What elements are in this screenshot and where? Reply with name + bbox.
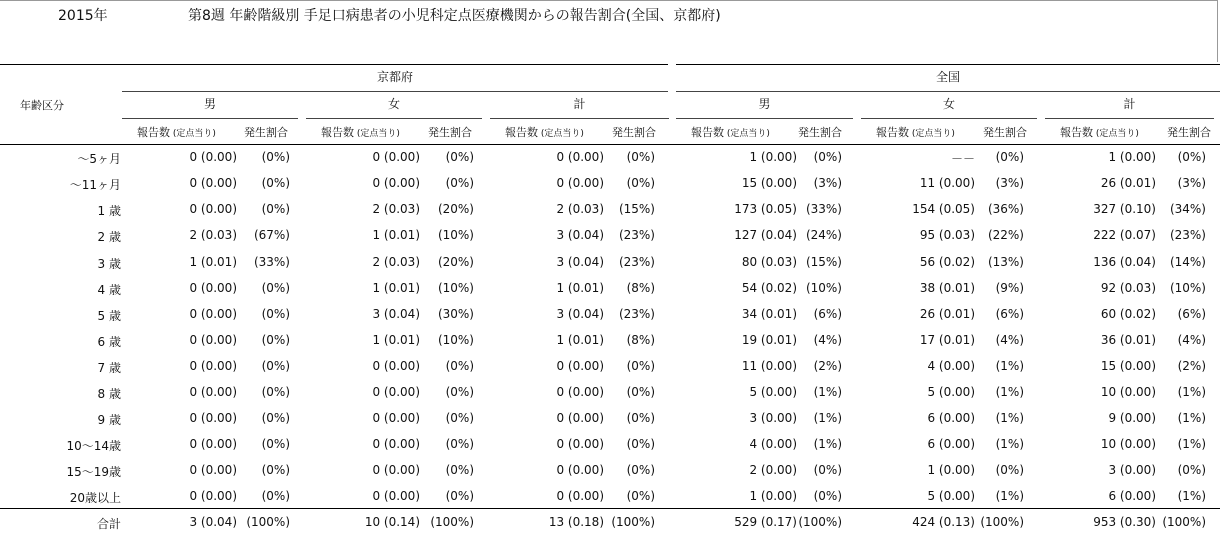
report-year: 2015年 bbox=[58, 8, 108, 24]
rule-region-left bbox=[122, 91, 668, 92]
rule-region-right bbox=[676, 91, 1220, 92]
rule-sex-4 bbox=[861, 118, 1037, 119]
table-row-count: 222 (0.07) bbox=[1093, 228, 1156, 242]
table-row-count: 0 (0.00) bbox=[556, 150, 604, 164]
region-national: 全国 bbox=[935, 70, 960, 84]
table-row-rate: (6%) bbox=[1177, 307, 1206, 321]
table-row-age-label: 7 歳 bbox=[97, 361, 121, 375]
table-row-count: 0 (0.00) bbox=[372, 150, 420, 164]
table-row-count: 15 (0.00) bbox=[1100, 359, 1156, 373]
table-row-rate: (2%) bbox=[813, 359, 842, 373]
total-row-rate: (100%) bbox=[611, 515, 655, 529]
table-row-rate: (1%) bbox=[1177, 411, 1206, 425]
table-row-rate: (0%) bbox=[626, 176, 655, 190]
table-row-count: 11 (0.00) bbox=[741, 359, 797, 373]
table-row-rate: (30%) bbox=[437, 307, 474, 321]
table-row-rate: (4%) bbox=[995, 333, 1024, 347]
table-row-rate: (1%) bbox=[1177, 385, 1206, 399]
table-row-count: 0 (0.00) bbox=[372, 385, 420, 399]
table-row-count: 0 (0.00) bbox=[189, 281, 237, 295]
table-row-count: 0 (0.00) bbox=[556, 437, 604, 451]
table-row-rate: (0%) bbox=[813, 150, 842, 164]
table-row-rate: (20%) bbox=[437, 255, 474, 269]
table-row-rate: (9%) bbox=[995, 281, 1024, 295]
table-row-age-label: 20歳以上 bbox=[69, 491, 121, 505]
table-row-count: 0 (0.00) bbox=[189, 333, 237, 347]
table-row-age-label: 2 歳 bbox=[97, 230, 121, 244]
table-row-count: 1 (0.01) bbox=[556, 281, 604, 295]
age-column-header: 年齢区分 bbox=[20, 99, 64, 112]
table-row-count: 11 (0.00) bbox=[919, 176, 975, 190]
region-kyoto: 京都府 bbox=[376, 70, 413, 84]
table-row-count: 3 (0.04) bbox=[556, 255, 604, 269]
rate-column-header: 発生割合 bbox=[983, 126, 1027, 139]
count-sublabel: (定点当り) bbox=[538, 129, 584, 139]
table-row-rate: (1%) bbox=[995, 359, 1024, 373]
rule-sex-2 bbox=[490, 118, 669, 119]
table-row-rate: (0%) bbox=[261, 307, 290, 321]
table-row-count: 173 (0.05) bbox=[734, 202, 797, 216]
table-row-rate: (23%) bbox=[618, 307, 655, 321]
sex-header: 計 bbox=[1123, 97, 1136, 111]
table-row-count: 1 (0.01) bbox=[372, 228, 420, 242]
rate-column-header: 発生割合 bbox=[798, 126, 842, 139]
count-column-header bbox=[1060, 124, 1139, 140]
table-row-rate: (0%) bbox=[1177, 150, 1206, 164]
table-row-rate: (4%) bbox=[813, 333, 842, 347]
rate-column-header: 発生割合 bbox=[244, 126, 288, 139]
table-row-rate: (34%) bbox=[1169, 202, 1206, 216]
count-label: 報告数 bbox=[321, 126, 354, 139]
table-row-age-label: 4 歳 bbox=[97, 283, 121, 297]
table-row-count: 1 (0.01) bbox=[189, 255, 237, 269]
table-row-age-label: ～5ヶ月 bbox=[77, 152, 121, 166]
table-row-count: 327 (0.10) bbox=[1093, 202, 1156, 216]
table-row-count: 3 (0.04) bbox=[556, 228, 604, 242]
table-row-rate: (0%) bbox=[813, 489, 842, 503]
sex-header: 計 bbox=[573, 97, 586, 111]
table-row-count: 136 (0.04) bbox=[1093, 255, 1156, 269]
count-sublabel: (定点当り) bbox=[1093, 129, 1139, 139]
table-row-rate: (1%) bbox=[1177, 437, 1206, 451]
table-row-rate: (0%) bbox=[445, 176, 474, 190]
rule-total bbox=[0, 508, 1220, 509]
table-row-count: 0 (0.00) bbox=[556, 176, 604, 190]
table-row-rate: (0%) bbox=[261, 176, 290, 190]
table-row-count: 0 (0.00) bbox=[189, 489, 237, 503]
table-row-rate: (0%) bbox=[261, 150, 290, 164]
table-row-count: 0 (0.00) bbox=[556, 411, 604, 425]
table-row-count: 0 (0.00) bbox=[189, 307, 237, 321]
count-sublabel: (定点当り) bbox=[170, 129, 216, 139]
total-row-rate: (100%) bbox=[798, 515, 842, 529]
table-row-count: 0 (0.00) bbox=[372, 359, 420, 373]
table-row-rate: (0%) bbox=[445, 150, 474, 164]
table-row-count: 80 (0.03) bbox=[741, 255, 797, 269]
table-row-count: 1 (0.01) bbox=[372, 333, 420, 347]
count-label: 報告数 bbox=[137, 126, 170, 139]
table-row-rate: (0%) bbox=[261, 437, 290, 451]
table-row-count: 0 (0.00) bbox=[372, 463, 420, 477]
rule-header-bottom bbox=[0, 144, 1220, 145]
table-row-age-label: 15～19歳 bbox=[66, 465, 121, 479]
table-row-rate: (0%) bbox=[445, 385, 474, 399]
table-row-count: 6 (0.00) bbox=[927, 411, 975, 425]
table-row-rate: (67%) bbox=[253, 228, 290, 242]
table-row-rate: (1%) bbox=[995, 385, 1024, 399]
count-column-header bbox=[321, 124, 400, 140]
table-row-rate: (6%) bbox=[813, 307, 842, 321]
table-row-rate: (8%) bbox=[626, 281, 655, 295]
table-row-rate: (3%) bbox=[1177, 176, 1206, 190]
rate-column-header: 発生割合 bbox=[612, 126, 656, 139]
rule-sex-5 bbox=[1045, 118, 1214, 119]
table-row-rate: (20%) bbox=[437, 202, 474, 216]
sex-header: 女 bbox=[387, 97, 400, 111]
table-row-age-label: 6 歳 bbox=[97, 335, 121, 349]
table-row-rate: (0%) bbox=[261, 385, 290, 399]
table-row-count: 0 (0.00) bbox=[372, 489, 420, 503]
table-row-count: 10 (0.00) bbox=[1100, 437, 1156, 451]
table-row-count: 4 (0.00) bbox=[927, 359, 975, 373]
table-row-count: 0 (0.00) bbox=[189, 411, 237, 425]
table-row-rate: (1%) bbox=[995, 411, 1024, 425]
table-row-rate: (33%) bbox=[253, 255, 290, 269]
table-row-rate: (3%) bbox=[813, 176, 842, 190]
table-row-rate: (0%) bbox=[261, 463, 290, 477]
count-sublabel: (定点当り) bbox=[724, 129, 770, 139]
total-row-age-label: 合計 bbox=[96, 517, 121, 531]
table-row-rate: (36%) bbox=[987, 202, 1024, 216]
table-row-count: 1 (0.01) bbox=[556, 333, 604, 347]
rate-column-header: 発生割合 bbox=[428, 126, 472, 139]
table-row-rate: (15%) bbox=[618, 202, 655, 216]
table-row-rate: (8%) bbox=[626, 333, 655, 347]
table-row-rate: (0%) bbox=[261, 359, 290, 373]
table-row-rate: (1%) bbox=[813, 437, 842, 451]
table-row-count: 3 (0.04) bbox=[372, 307, 420, 321]
table-row-count: －－ bbox=[950, 152, 975, 166]
table-row-rate: (4%) bbox=[1177, 333, 1206, 347]
table-row-rate: (0%) bbox=[261, 281, 290, 295]
count-label: 報告数 bbox=[691, 126, 724, 139]
table-row-count: 3 (0.04) bbox=[556, 307, 604, 321]
rule-top bbox=[0, 64, 668, 65]
table-row-rate: (10%) bbox=[1169, 281, 1206, 295]
table-row-count: 0 (0.00) bbox=[556, 359, 604, 373]
table-row-age-label: 9 歳 bbox=[97, 413, 121, 427]
table-row-rate: (0%) bbox=[626, 411, 655, 425]
table-row-count: 6 (0.00) bbox=[927, 437, 975, 451]
count-column-header bbox=[505, 124, 584, 140]
total-row-count: 953 (0.30) bbox=[1093, 515, 1156, 529]
table-row-count: 9 (0.00) bbox=[1108, 411, 1156, 425]
table-row-count: 4 (0.00) bbox=[749, 437, 797, 451]
table-row-rate: (33%) bbox=[805, 202, 842, 216]
sex-header: 男 bbox=[758, 97, 771, 111]
table-row-rate: (10%) bbox=[437, 281, 474, 295]
count-label: 報告数 bbox=[876, 126, 909, 139]
table-row-rate: (0%) bbox=[445, 489, 474, 503]
table-row-rate: (24%) bbox=[805, 228, 842, 242]
table-row-count: 0 (0.00) bbox=[372, 176, 420, 190]
table-row-count: 15 (0.00) bbox=[741, 176, 797, 190]
table-row-rate: (0%) bbox=[626, 463, 655, 477]
table-row-rate: (10%) bbox=[437, 228, 474, 242]
table-row-rate: (0%) bbox=[445, 359, 474, 373]
table-row-rate: (0%) bbox=[626, 437, 655, 451]
table-row-count: 2 (0.03) bbox=[372, 255, 420, 269]
table-row-count: 0 (0.00) bbox=[189, 385, 237, 399]
table-row-rate: (0%) bbox=[261, 202, 290, 216]
rule-top-right bbox=[676, 64, 1220, 65]
table-row-count: 1 (0.00) bbox=[927, 463, 975, 477]
table-row-rate: (23%) bbox=[618, 228, 655, 242]
table-row-count: 1 (0.01) bbox=[372, 281, 420, 295]
table-row-count: 60 (0.02) bbox=[1100, 307, 1156, 321]
table-row-count: 38 (0.01) bbox=[919, 281, 975, 295]
table-row-count: 0 (0.00) bbox=[372, 411, 420, 425]
table-row-count: 56 (0.02) bbox=[919, 255, 975, 269]
table-row-rate: (0%) bbox=[261, 411, 290, 425]
total-row-rate: (100%) bbox=[1162, 515, 1206, 529]
table-row-rate: (0%) bbox=[626, 385, 655, 399]
rule-sex-0 bbox=[122, 118, 298, 119]
count-label: 報告数 bbox=[505, 126, 538, 139]
table-row-rate: (0%) bbox=[626, 359, 655, 373]
table-row-count: 26 (0.01) bbox=[1100, 176, 1156, 190]
table-row-rate: (1%) bbox=[1177, 489, 1206, 503]
table-row-count: 1 (0.00) bbox=[1108, 150, 1156, 164]
table-row-rate: (0%) bbox=[445, 411, 474, 425]
table-row-count: 0 (0.00) bbox=[189, 150, 237, 164]
count-column-header bbox=[137, 124, 216, 140]
total-row-count: 13 (0.18) bbox=[548, 515, 604, 529]
table-row-count: 0 (0.00) bbox=[189, 202, 237, 216]
table-row-count: 0 (0.00) bbox=[556, 489, 604, 503]
table-row-rate: (23%) bbox=[1169, 228, 1206, 242]
table-row-age-label: 8 歳 bbox=[97, 387, 121, 401]
table-row-rate: (3%) bbox=[995, 176, 1024, 190]
table-row-rate: (1%) bbox=[995, 437, 1024, 451]
table-row-count: 3 (0.00) bbox=[749, 411, 797, 425]
table-row-rate: (1%) bbox=[813, 411, 842, 425]
table-row-count: 5 (0.00) bbox=[927, 385, 975, 399]
table-row-age-label: ～11ヶ月 bbox=[69, 178, 121, 192]
table-row-rate: (0%) bbox=[626, 489, 655, 503]
table-row-count: 2 (0.03) bbox=[372, 202, 420, 216]
table-row-count: 5 (0.00) bbox=[927, 489, 975, 503]
count-sublabel: (定点当り) bbox=[354, 129, 400, 139]
table-row-count: 5 (0.00) bbox=[749, 385, 797, 399]
table-row-rate: (0%) bbox=[626, 150, 655, 164]
rule-sex-3 bbox=[676, 118, 853, 119]
table-row-count: 36 (0.01) bbox=[1100, 333, 1156, 347]
table-row-count: 154 (0.05) bbox=[912, 202, 975, 216]
table-row-age-label: 1 歳 bbox=[97, 204, 121, 218]
table-row-count: 2 (0.03) bbox=[556, 202, 604, 216]
table-row-count: 54 (0.02) bbox=[741, 281, 797, 295]
table-row-rate: (0%) bbox=[261, 333, 290, 347]
table-row-count: 1 (0.00) bbox=[749, 150, 797, 164]
table-row-count: 34 (0.01) bbox=[741, 307, 797, 321]
table-row-count: 19 (0.01) bbox=[741, 333, 797, 347]
table-row-count: 0 (0.00) bbox=[189, 359, 237, 373]
table-row-rate: (0%) bbox=[813, 463, 842, 477]
total-row-rate: (100%) bbox=[430, 515, 474, 529]
rate-column-header: 発生割合 bbox=[1167, 126, 1211, 139]
table-row-count: 0 (0.00) bbox=[556, 463, 604, 477]
table-row-count: 127 (0.04) bbox=[734, 228, 797, 242]
table-row-rate: (15%) bbox=[805, 255, 842, 269]
total-row-count: 424 (0.13) bbox=[912, 515, 975, 529]
table-row-count: 1 (0.00) bbox=[749, 489, 797, 503]
table-row-rate: (6%) bbox=[995, 307, 1024, 321]
table-row-rate: (10%) bbox=[805, 281, 842, 295]
table-row-rate: (0%) bbox=[445, 463, 474, 477]
table-row-count: 0 (0.00) bbox=[372, 437, 420, 451]
table-row-rate: (2%) bbox=[1177, 359, 1206, 373]
table-row-rate: (22%) bbox=[987, 228, 1024, 242]
table-row-count: 3 (0.00) bbox=[1108, 463, 1156, 477]
table-row-count: 2 (0.03) bbox=[189, 228, 237, 242]
table-row-count: 0 (0.00) bbox=[189, 437, 237, 451]
table-row-rate: (13%) bbox=[987, 255, 1024, 269]
count-label: 報告数 bbox=[1060, 126, 1093, 139]
table-row-age-label: 3 歳 bbox=[97, 257, 121, 271]
sex-header: 女 bbox=[942, 97, 955, 111]
table-row-count: 0 (0.00) bbox=[189, 176, 237, 190]
total-row-count: 3 (0.04) bbox=[189, 515, 237, 529]
table-row-rate: (23%) bbox=[618, 255, 655, 269]
table-row-rate: (0%) bbox=[445, 437, 474, 451]
total-row-count: 10 (0.14) bbox=[364, 515, 420, 529]
table-row-rate: (0%) bbox=[1177, 463, 1206, 477]
table-row-age-label: 10～14歳 bbox=[66, 439, 121, 453]
report-title: 第8週 年齢階級別 手足口病患者の小児科定点医療機関からの報告割合(全国、京都府) bbox=[188, 8, 721, 24]
count-sublabel: (定点当り) bbox=[909, 129, 955, 139]
table-row-count: 6 (0.00) bbox=[1108, 489, 1156, 503]
total-row-count: 529 (0.17) bbox=[734, 515, 797, 529]
count-column-header bbox=[876, 124, 955, 140]
table-row-count: 92 (0.03) bbox=[1100, 281, 1156, 295]
table-row-count: 95 (0.03) bbox=[919, 228, 975, 242]
sex-header: 男 bbox=[203, 97, 216, 111]
table-row-rate: (14%) bbox=[1169, 255, 1206, 269]
table-row-count: 0 (0.00) bbox=[189, 463, 237, 477]
table-row-count: 0 (0.00) bbox=[556, 385, 604, 399]
table-row-rate: (0%) bbox=[995, 463, 1024, 477]
rule-sex-1 bbox=[306, 118, 482, 119]
table-row-count: 2 (0.00) bbox=[749, 463, 797, 477]
table-row-rate: (0%) bbox=[995, 150, 1024, 164]
table-row-rate: (1%) bbox=[995, 489, 1024, 503]
total-row-rate: (100%) bbox=[980, 515, 1024, 529]
table-row-rate: (0%) bbox=[261, 489, 290, 503]
total-row-rate: (100%) bbox=[246, 515, 290, 529]
table-row-rate: (1%) bbox=[813, 385, 842, 399]
count-column-header bbox=[691, 124, 770, 140]
table-row-age-label: 5 歳 bbox=[97, 309, 121, 323]
table-row-count: 10 (0.00) bbox=[1100, 385, 1156, 399]
table-row-count: 17 (0.01) bbox=[919, 333, 975, 347]
table-row-rate: (10%) bbox=[437, 333, 474, 347]
table-row-count: 26 (0.01) bbox=[919, 307, 975, 321]
